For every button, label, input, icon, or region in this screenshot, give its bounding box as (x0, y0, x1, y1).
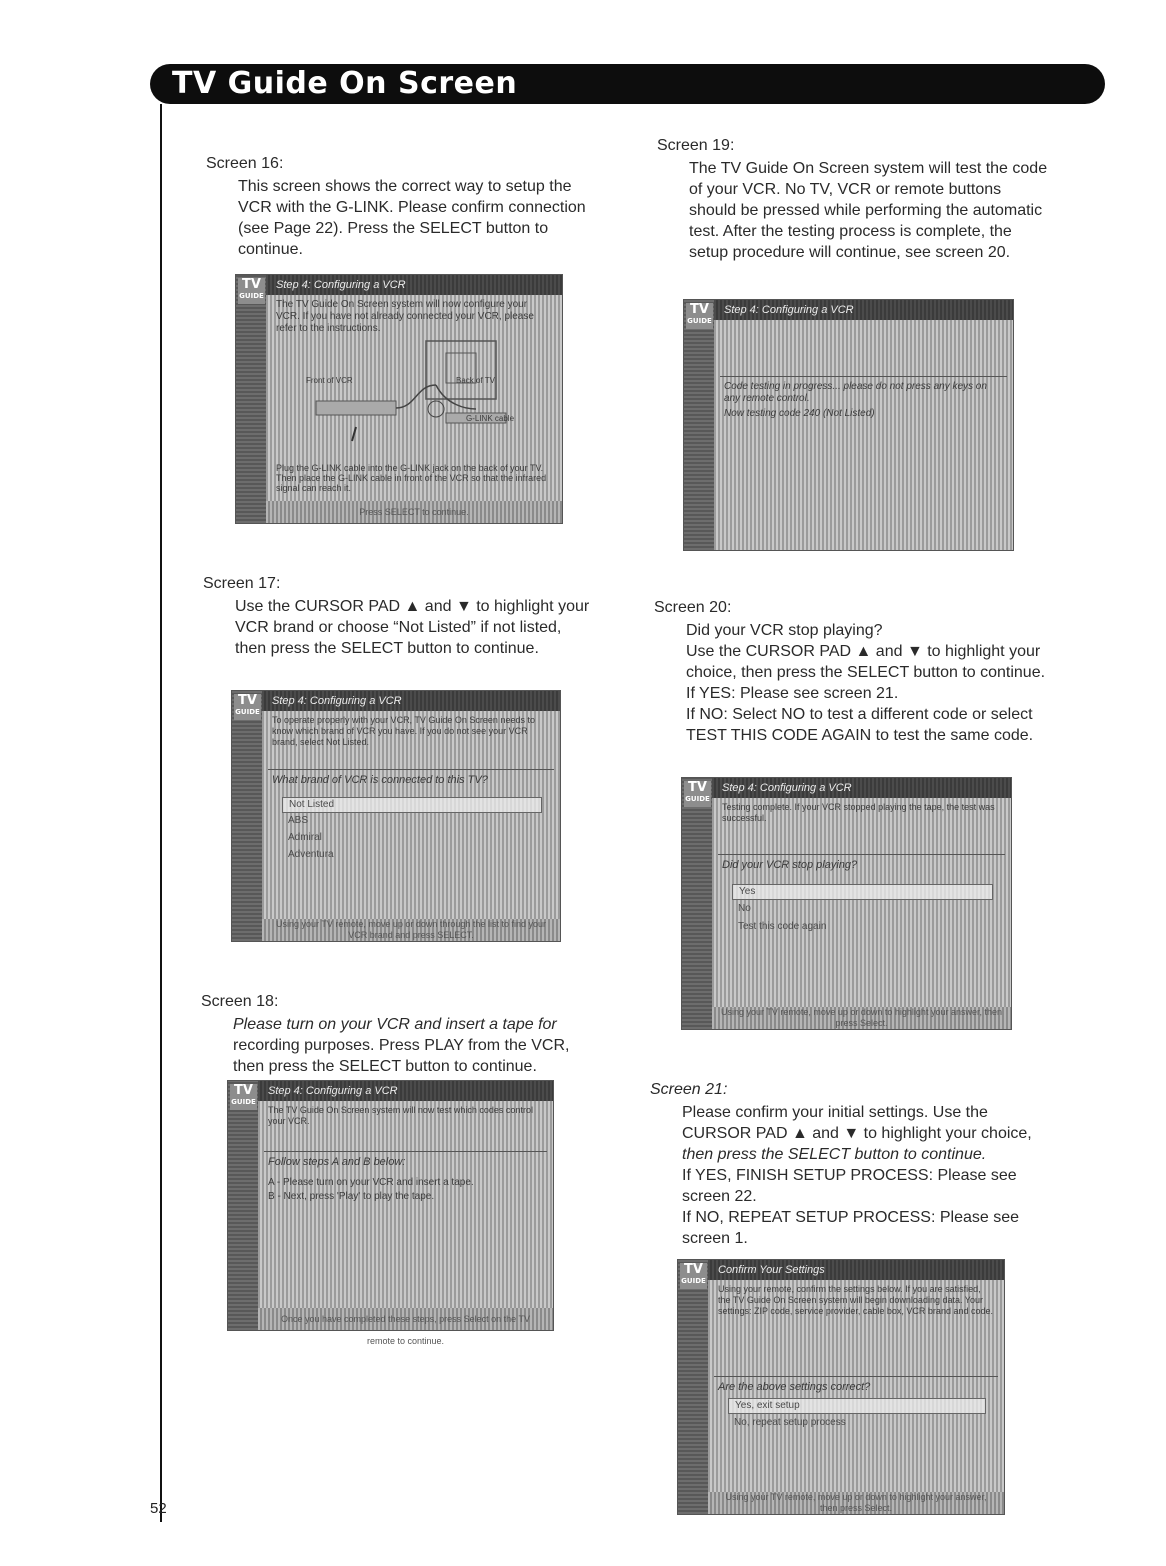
mock-prompt: What brand of VCR is connected to this TV? (268, 769, 554, 786)
mock-text: Using your remote, confirm the settings below. If you are satisfied, the TV Guide On Screen system will begin downloading data. Your settings: ZIP code, service provider, cable box, VCR brand and code. (718, 1284, 993, 1316)
tv-sidebar (678, 1260, 708, 1514)
mock-text: The TV Guide On Screen system will now test which codes control your VCR. (268, 1105, 533, 1126)
mock-prompt: Follow steps A and B below: (264, 1151, 547, 1168)
margin-rule (160, 104, 162, 1522)
diagram-label-vcr: Front of VCR (306, 376, 353, 385)
screen20-mockup (681, 777, 1012, 1030)
mock-footer: Using your TV remote, move up or down through the list to find your VCR brand and press SELECT. (262, 919, 560, 941)
tv-guide-logo: TV GUIDE (684, 781, 711, 807)
screen17-line: Use the CURSOR PAD ▲ and ▼ to highlight your (235, 598, 590, 615)
tv-sidebar (228, 1081, 258, 1330)
mock-title: Step 4: Configuring a VCR (266, 275, 562, 295)
screen20-line: Did your VCR stop playing? (686, 622, 883, 639)
screen20-line: If NO: Select NO to test a different code or select (686, 706, 1033, 723)
mock-text: To operate properly with your VCR, TV Guide On Screen needs to know which brand of VCR you have. If you do not see your VCR brand, select Not Listed. (272, 715, 535, 747)
tv-sidebar (684, 300, 714, 550)
screen18-line: recording purposes. Press PLAY from the VCR, (233, 1037, 570, 1054)
screen20-line: Use the CURSOR PAD ▲ and ▼ to highlight your (686, 643, 1041, 660)
screen17-label: Screen 17: (203, 575, 281, 592)
screen16-line: This screen shows the correct way to setup the (238, 178, 572, 195)
screen17-mockup (231, 690, 561, 942)
mock-title: Step 4: Configuring a VCR (262, 691, 560, 711)
tv-guide-logo: TV GUIDE (234, 694, 261, 720)
mock-title: Step 4: Configuring a VCR (712, 778, 1011, 798)
screen18-line: then press the SELECT button to continue. (233, 1058, 537, 1075)
mock-footer: Press SELECT to continue. (266, 501, 562, 523)
mock-footer: Once you have completed these steps, press Select on the TV remote to continue. (258, 1308, 553, 1330)
page-title: TV Guide On Screen (172, 66, 518, 101)
screen19-line: should be pressed while performing the automatic (689, 202, 1043, 219)
screen19-text (657, 135, 1087, 263)
screen20-text (654, 597, 1094, 746)
screen21-line: If NO, REPEAT SETUP PROCESS: Please see (682, 1209, 1020, 1226)
mock-title: Step 4: Configuring a VCR (258, 1081, 553, 1101)
diagram-label-tv: Back of TV (456, 376, 495, 385)
mock-prompt: Code testing in progress... please do not press any keys on any remote control. (720, 376, 1007, 405)
screen16-line: continue. (238, 241, 303, 258)
mock-prompt: Are the above settings correct? (714, 1376, 998, 1393)
screen20-line: choice, then press the SELECT button to continue. (686, 664, 1046, 681)
screen21-line: CURSOR PAD ▲ and ▼ to highlight your choice, (682, 1125, 1032, 1142)
answer-option[interactable]: Yes (732, 884, 993, 900)
screen16-text (206, 153, 636, 260)
screen16-line: (see Page 22). Press the SELECT button to (238, 220, 549, 237)
screen19-label: Screen 19: (657, 137, 735, 154)
screen18-line: Please turn on your VCR and insert a tape for (233, 1016, 557, 1033)
diagram-label-glink: G-LINK cable (466, 414, 515, 423)
tv-guide-logo: TV GUIDE (686, 303, 713, 329)
screen21-label: Screen 21: (650, 1081, 728, 1098)
mock-status: Now testing code 240 (Not Listed) (724, 408, 875, 419)
page-number: 52 (150, 1500, 167, 1517)
vcr-brand-option[interactable]: ABS (288, 815, 309, 826)
vcr-brand-option[interactable]: Not Listed (282, 797, 542, 813)
mock-prompt: Did your VCR stop playing? (718, 854, 1005, 871)
screen20-line: TEST THIS CODE AGAIN to test the same code. (686, 727, 1034, 744)
mock-text: The TV Guide On Screen system will now configure your VCR. If you have not already connected your VCR, please refer to the instructions. (276, 299, 534, 334)
tv-guide-logo: TV GUIDE (680, 1263, 707, 1289)
tv-sidebar (236, 275, 266, 523)
screen19-mockup (683, 299, 1014, 551)
tv-sidebar (682, 778, 712, 1029)
screen20-line: If YES: Please see screen 21. (686, 685, 899, 702)
mock-title: Step 4: Configuring a VCR (714, 300, 1013, 320)
screen18-text (201, 991, 631, 1077)
answer-option[interactable]: Test this code again (738, 921, 827, 932)
screen21-line: If YES, FINISH SETUP PROCESS: Please see (682, 1167, 1017, 1184)
screen21-text (650, 1079, 1090, 1249)
mock-step: A - Please turn on your VCR and insert a tape. (268, 1177, 474, 1188)
mock-text: Testing complete. If your VCR stopped playing the tape, the test was successful. (722, 802, 995, 823)
screen17-text (203, 573, 633, 659)
screen16-line: VCR with the G-LINK. Please confirm connection (238, 199, 586, 216)
mock-step: B - Next, press 'Play' to play the tape. (268, 1191, 435, 1202)
screen19-line: The TV Guide On Screen system will test the code (689, 160, 1048, 177)
screen21-line: screen 22. (682, 1188, 757, 1205)
mock-title: Confirm Your Settings (708, 1260, 1004, 1280)
screen16-label: Screen 16: (206, 155, 284, 172)
screen21-line: then press the SELECT button to continue. (682, 1146, 987, 1163)
screen19-line: test. After the testing process is complete, the (689, 223, 1012, 240)
screen18-label: Screen 18: (201, 993, 279, 1010)
screen19-line: of your VCR. No TV, VCR or remote buttons (689, 181, 1002, 198)
screen18-mockup (227, 1080, 554, 1346)
confirm-option[interactable]: No, repeat setup process (734, 1417, 846, 1428)
confirm-option[interactable]: Yes, exit setup (728, 1398, 986, 1414)
mock-footer: Using your TV remote, move up or down to highlight your answer, then press Select. (708, 1492, 1004, 1514)
tv-guide-logo: TV GUIDE (238, 278, 265, 304)
tv-guide-logo: TV GUIDE (230, 1084, 257, 1110)
vcr-brand-option[interactable]: Adventura (288, 849, 334, 860)
screen20-label: Screen 20: (654, 599, 732, 616)
answer-option[interactable]: No (738, 903, 751, 914)
tv-sidebar (232, 691, 262, 941)
vcr-brand-option[interactable]: Admiral (288, 832, 322, 843)
mock-footer: Using your TV remote, move up or down to highlight your answer, then press Select. (712, 1007, 1011, 1029)
screen16-mockup (235, 274, 563, 524)
screen21-line: Please confirm your initial settings. Use the (682, 1104, 988, 1121)
glink-diagram-icon (296, 335, 536, 445)
screen17-line: VCR brand or choose “Not Listed” if not listed, (235, 619, 562, 636)
screen19-line: setup procedure will continue, see screen 20. (689, 244, 1011, 261)
screen21-line: screen 1. (682, 1230, 748, 1247)
screen17-line: then press the SELECT button to continue. (235, 640, 539, 657)
mock-instructions: Plug the G-LINK cable into the G-LINK jack on the back of your TV. Then place the G-LINK cable in front of the VCR so that the infrared signal can reach it. (276, 463, 547, 493)
screen21-mockup (677, 1259, 1005, 1515)
